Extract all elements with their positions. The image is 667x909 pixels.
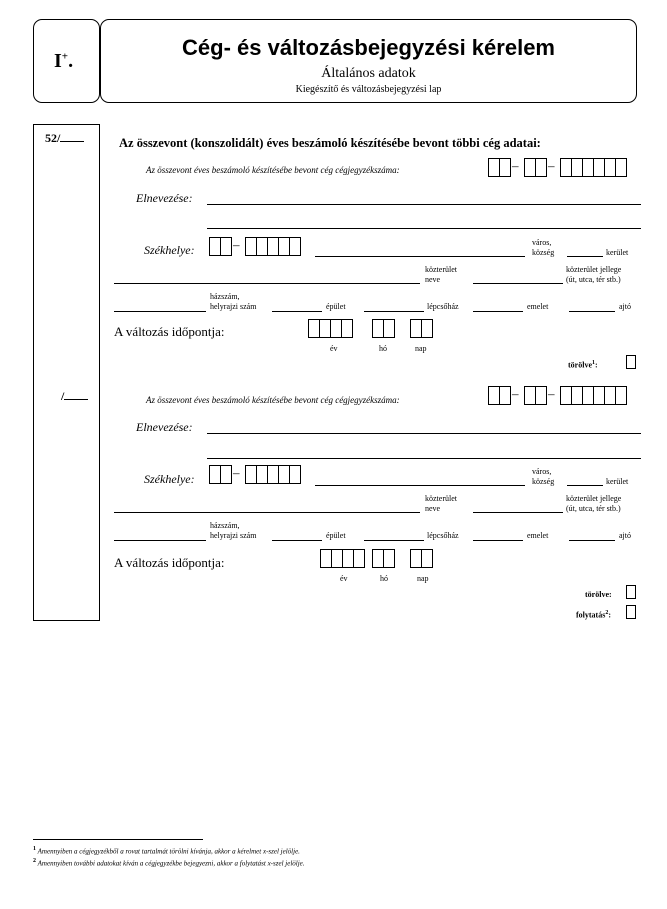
page-title: Cég- és változásbejegyzési kérelem [182,35,555,60]
kozterulet-jellege-field[interactable] [473,283,563,284]
folytatas-label: folytatás$^2$: [576,610,611,620]
ajto-field[interactable] [569,311,615,312]
lepcsohaz-field[interactable] [364,311,424,312]
kozseg-label: község [532,248,555,257]
page-subtitle: Általános adatok [321,66,416,81]
varos-field[interactable] [315,485,525,486]
lepcsohaz-field[interactable] [364,540,424,541]
footnote-1: $^1$ Amennyiben a cégjegyzékből a rovat tartalmát törölni kívánja, akkor a kérelmet x-szel jelölje. [33,846,300,856]
iranyitoszam-part1[interactable] [209,465,232,484]
iranyitoszam-part2[interactable] [245,465,301,484]
jellege-sub: (út, utca, tér stb.) [566,504,621,513]
epulet-field[interactable] [272,540,322,541]
ev-boxes[interactable] [308,319,353,338]
ev-boxes[interactable] [320,549,365,568]
emelet-label: emelet [527,302,549,311]
footnote-2: $^2$ Amennyiben további adatokat kíván a cégjegyzékbe bejegyezni, akkor a folytatást x-szel jelölje. [33,858,305,868]
cegjegyzek-label: Az összevont éves beszámoló készítésébe bevont cég cégjegyzékszáma: [146,165,400,175]
page-subsubtitle: Kiegészítő és változásbejegyzési lap [295,84,442,95]
form-code: I+. [54,50,74,72]
hazszam-label: házszám, [210,292,240,301]
helyrajzi-label: helyrajzi szám [210,531,257,540]
elnevezes-field[interactable] [207,433,641,434]
jellege-sub: (út, utca, tér stb.) [566,275,621,284]
szekhely-label: Székhelye: [144,243,195,257]
iranyitoszam-part1[interactable] [209,237,232,256]
cegjegyzek-part3[interactable] [560,158,627,177]
szekhely-label: Székhelye: [144,472,195,486]
cegjegyzek-part1[interactable] [488,386,511,405]
folytatas-checkbox[interactable] [626,605,636,619]
torolve-label: törölve: [585,590,612,599]
ajto-field[interactable] [569,540,615,541]
cegjegyzek-part2[interactable] [524,158,547,177]
epulet-label: épület [326,531,346,540]
ho-boxes[interactable] [372,319,395,338]
cegjegyzek-part1[interactable] [488,158,511,177]
nap-label: nap [415,344,427,353]
title-box [100,19,637,103]
varos-label: város, [532,238,552,247]
kozseg-label: község [532,477,555,486]
torolve-checkbox[interactable] [626,585,636,599]
varos-label: város, [532,467,552,476]
kozterulet-neve-field[interactable] [114,512,420,513]
ho-label: hó [380,574,388,583]
kozterulet-neve-field[interactable] [114,283,420,284]
hazszam-field[interactable] [114,540,206,541]
neve-label: neve [425,504,441,513]
hazszam-label: házszám, [210,521,240,530]
cegjegyzek-part2[interactable] [524,386,547,405]
elnevezes-label: Elnevezése: [136,420,193,434]
torolve-checkbox[interactable] [626,355,636,369]
kerulet-field[interactable] [567,485,603,486]
footnote-divider [33,839,203,840]
ho-boxes[interactable] [372,549,395,568]
helyrajzi-label: helyrajzi szám [210,302,257,311]
emelet-label: emelet [527,531,549,540]
elnevezes-field[interactable] [207,204,641,205]
elnevezes-field-2[interactable] [207,458,641,459]
cegjegyzek-label: Az összevont éves beszámoló készítésébe bevont cég cégjegyzékszáma: [146,395,400,405]
hazszam-field[interactable] [114,311,206,312]
section-heading: Az összevont (konszolidált) éves beszámoló készítésébe bevont többi cég adatai: [119,136,541,150]
neve-label: neve [425,275,441,284]
elnevezes-field-2[interactable] [207,228,641,229]
jellege-label: közterület jellege [566,494,622,503]
elnevezes-label: Elnevezése: [136,191,193,205]
ev-label: év [330,344,338,353]
form-code-box [33,19,100,103]
kerulet-field[interactable] [567,256,603,257]
sidebar-column [33,124,100,621]
lepcsohaz-label: lépcsőház [427,531,459,540]
emelet-field[interactable] [473,540,523,541]
iranyitoszam-part2[interactable] [245,237,301,256]
nap-boxes[interactable] [410,319,433,338]
jellege-label: közterület jellege [566,265,622,274]
valtozas-label: A változás időpontja: [114,324,225,339]
epulet-field[interactable] [272,311,322,312]
torolve-label: törölve$^1$: [568,360,598,370]
nap-boxes[interactable] [410,549,433,568]
varos-field[interactable] [315,256,525,257]
cegjegyzek-part3[interactable] [560,386,627,405]
ho-label: hó [379,344,387,353]
kerulet-label: kerület [606,477,629,486]
valtozas-label: A változás időpontja: [114,555,225,570]
lepcsohaz-label: lépcsőház [427,302,459,311]
section-number: 52/ [45,131,84,146]
kozterulet-jellege-field[interactable] [473,512,563,513]
kozterulet-label: közterület [425,494,457,503]
emelet-field[interactable] [473,311,523,312]
kozterulet-label: közterület [425,265,457,274]
ajto-label: ajtó [619,531,631,540]
second-number: / [61,389,88,404]
kerulet-label: kerület [606,248,629,257]
nap-label: nap [417,574,429,583]
ajto-label: ajtó [619,302,631,311]
epulet-label: épület [326,302,346,311]
ev-label: év [340,574,348,583]
